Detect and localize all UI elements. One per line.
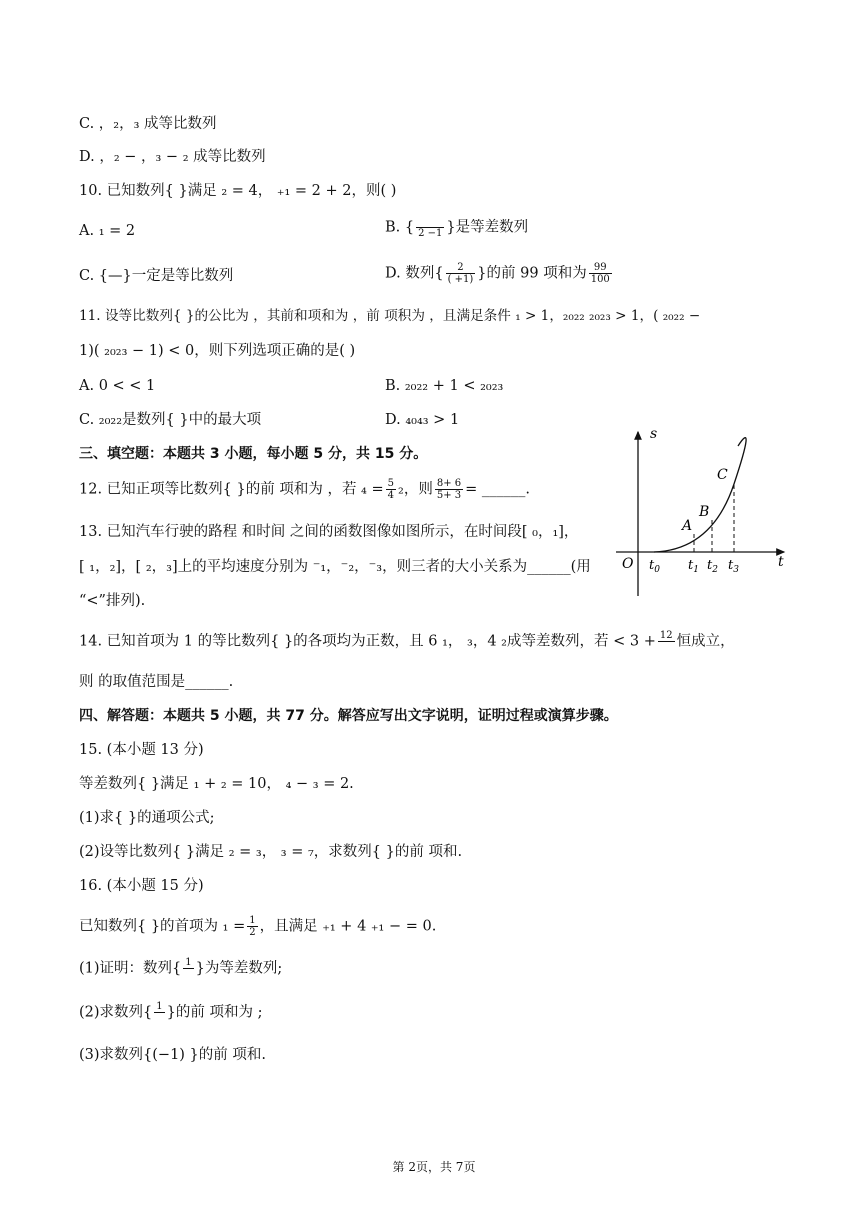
q10-stem: 10. 已知数列{ }满足 ₂ = 4， ₊₁ = 2 + 2，则( ) [79,183,397,199]
q14-stem: 14. 已知首项为 1 的等比数列{ }的各项均为正数，且 6 ₁， ₃，4 ₂成等差数列，若 < 3 + 12 恒成立， [79,630,735,653]
q10-b-fraction: 2 −1 [416,216,444,239]
q10-option-c: C. {—}一定是等比数列 [79,268,234,284]
point-c-label: C [717,467,728,483]
q16-p2-fraction: 1 [156,1001,163,1012]
t3-label: $t_3$ [728,558,739,575]
t0-label: $t_0$ [649,558,660,575]
q11-option-c: C. ₂₀₂₂是数列{ }中的最大项 [79,412,262,428]
section-3-heading: 三、填空题：本题共 3 小题，每小题 5 分，共 15 分。 [79,446,428,462]
q15-part-1: (1)求{ }的通项公式; [79,810,215,826]
q10-option-a: A. ₁ = 2 [79,223,136,239]
q12-stem: 12. 已知正项等比数列{ }的前 项和为 ，若 ₄ = $\frac{5}{4}$ ₂，则 $\frac{8+ 6}{5+ 3}$ = ______. [79,478,531,501]
q11-stem-line1: 11. 设等比数列{ }的公比为 ，其前和项和为 ，前 项积为 ，且满足条件 ₁ > 1，₂₀₂₂ ₂₀₂₃ > 1，( ₂₀₂₂ − [79,308,701,324]
q14-line2: 则 的取值范围是______. [79,674,234,690]
q10-option-b: B. { 2 −1 }是等差数列 [385,216,528,239]
x-axis-label: t [778,554,784,570]
q15-stem: 等差数列{ }满足 ₁ + ₂ = 10， ₄ − ₃ = 2. [79,776,354,792]
page-footer: 第 2页，共 7页 [392,1160,476,1174]
origin-label: O [622,556,634,572]
y-axis-label: s [650,426,658,442]
q16-part-1: (1)证明：数列{ 1 }为等差数列; [79,957,282,980]
q12-fraction-2: $\frac{8+ 6}{5+ 3}$ [436,478,462,501]
q11-stem-line2: 1)( ₂₀₂₃ − 1) < 0，则下列选项正确的是( ) [79,343,356,359]
q13-line1: 13. 已知汽车行驶的路程 和时间 之间的函数图像如图所示，在时间段[ ₀，₁]， [79,524,579,540]
q15-part-2: (2)设等比数列{ }满足 ₂ = ₃， ₃ = ₇，求数列{ }的前 项和. [79,844,463,860]
q9-option-d: D. ，₂ − ，₃ − ₂ 成等比数列 [79,149,266,165]
q13-line3: “<”排列). [79,593,146,609]
q11-option-b: B. ₂₀₂₂ + 1 < ₂₀₂₃ [385,378,504,394]
q11-option-d: D. ₄₀₄₃ > 1 [385,412,460,428]
q16-p1-fraction: 1 [185,957,192,968]
distance-curve [654,438,746,552]
q9-option-c: C. ，₂，₃ 成等比数列 [79,116,217,132]
q13-line2: [ ₁，₂]，[ ₂，₃]上的平均速度分别为 ⁻₁，⁻₂，⁻₃，则三者的大小关系为______(用 [79,559,591,575]
q16-title: 16. (本小题 15 分) [79,878,204,894]
q11-option-a: A. 0 < < 1 [79,378,156,394]
q15-title: 15. (本小题 13 分) [79,742,204,758]
q16-part-3: (3)求数列{(−1) }的前 项和. [79,1047,267,1063]
q14-fraction: 12 [659,630,673,641]
q10-option-d: D. 数列{ $\frac{2}{( +1)}$ }的前 99 项和为 $\frac{99}{100}$ [385,262,610,285]
point-b-label: B [699,504,710,520]
q16-part-2: (2)求数列{ 1 }的前 项和为 ; [79,1001,262,1024]
q12-fraction-1: $\frac{5}{4}$ [387,478,395,501]
q10-d-fraction: $\frac{2}{( +1)}$ [447,262,474,285]
point-a-label: A [682,518,693,534]
q10-d-value: $\frac{99}{100}$ [590,262,610,285]
t2-label: $t_2$ [707,558,718,575]
section-4-heading: 四、解答题：本题共 5 小题，共 77 分。解答应写出文字说明，证明过程或演算步骤。 [79,708,618,724]
t1-label: $t_1$ [688,558,699,575]
q16-stem-fraction: $\frac{1}{2}$ [249,915,256,938]
q16-stem: 已知数列{ }的首项为 ₁ = $\frac{1}{2}$ ，且满足 ₊₁ + 4 ₊₁ − = 0. [79,915,437,938]
distance-time-graph [612,424,792,600]
